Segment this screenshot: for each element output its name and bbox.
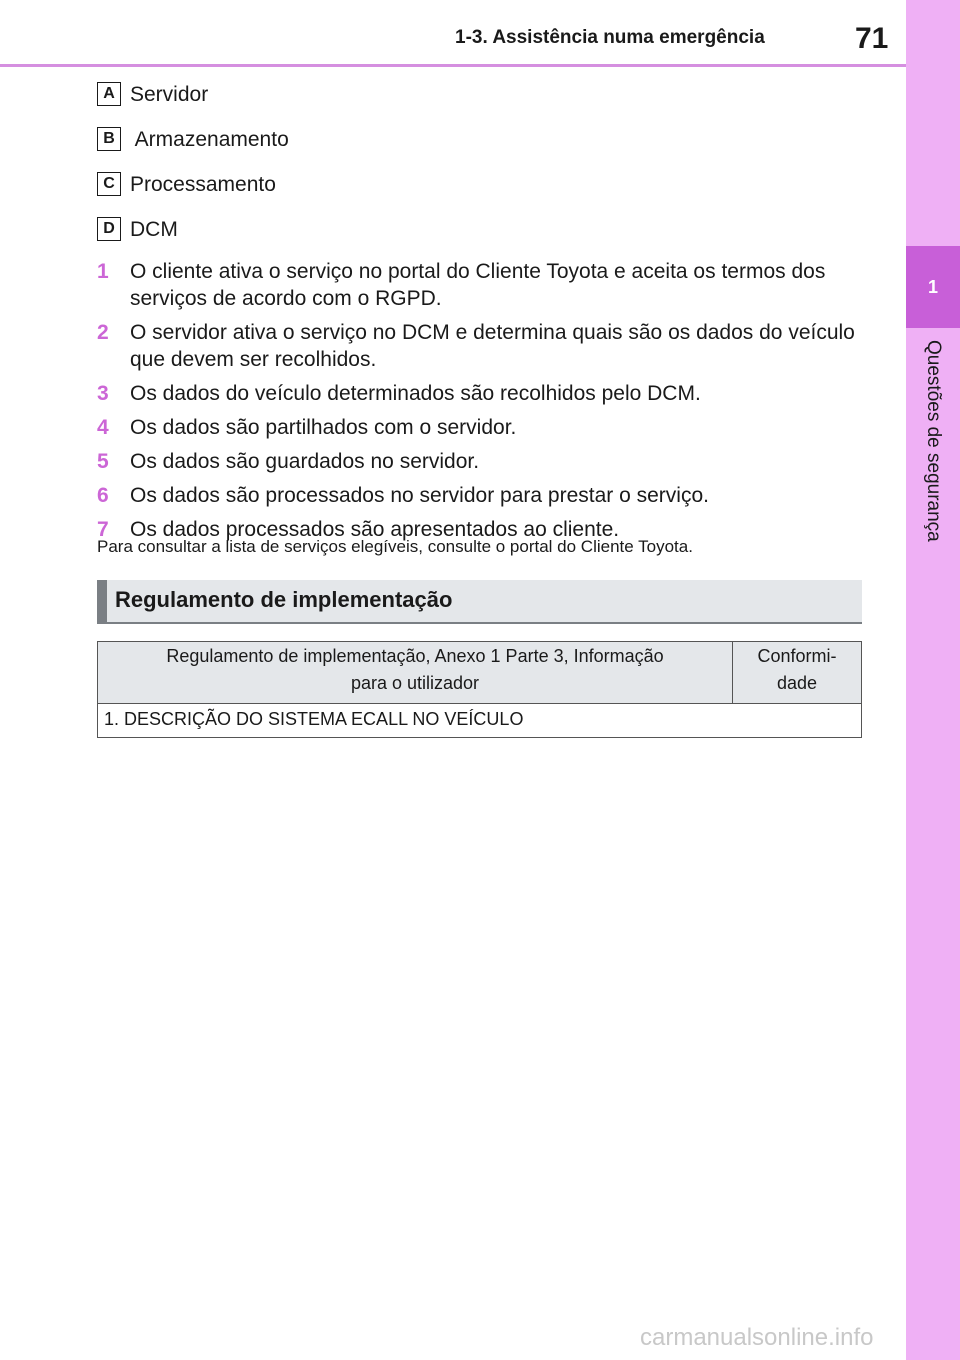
step-text: O cliente ativa o serviço no portal do Cliente Toyota e aceita os termos dos serviços de acordo com o RGPD. xyxy=(130,260,826,310)
table-cell-system-description: 1. DESCRIÇÃO DO SISTEMA ECALL NO VEÍCULO xyxy=(98,704,862,738)
section-heading xyxy=(97,580,862,624)
step-number: 6 xyxy=(97,484,109,507)
step-number: 3 xyxy=(97,382,109,405)
chapter-tab[interactable] xyxy=(906,246,960,328)
step-number: 4 xyxy=(97,416,109,439)
header-cell-conformity xyxy=(733,642,862,704)
page-number: 71 xyxy=(855,22,889,55)
step-text: Os dados do veículo determinados são recolhidos pelo DCM. xyxy=(130,382,701,405)
step-item xyxy=(97,258,867,312)
header-regulation-line2: para o utilizador xyxy=(350,673,480,693)
legend-item-c xyxy=(97,174,289,219)
step-item xyxy=(97,448,867,475)
table-header-row xyxy=(98,642,862,704)
header-divider xyxy=(0,64,906,67)
section-heading-text: Regulamento de implementação xyxy=(115,587,453,612)
section-title: 1-3. Assistência numa emergência xyxy=(455,27,765,48)
step-item xyxy=(97,380,867,407)
chapter-label xyxy=(906,340,960,580)
step-text: Os dados processados são apresentados ao cliente. xyxy=(130,518,620,541)
step-text: Os dados são guardados no servidor. xyxy=(130,450,480,473)
chapter-label-text: Questões de segurança xyxy=(923,340,944,542)
step-number: 2 xyxy=(97,321,109,344)
legend-letter-a: A xyxy=(97,82,121,106)
legend-letter-d: D xyxy=(97,217,121,241)
legend-text-b: Armazenamento xyxy=(130,128,289,151)
step-item xyxy=(97,319,867,373)
step-text: Os dados são partilhados com o servidor. xyxy=(130,416,517,439)
header-conformity-line1: Conformi- xyxy=(757,646,837,666)
step-number: 1 xyxy=(97,260,109,283)
diagram-legend xyxy=(97,84,289,264)
header-conformity-line2: dade xyxy=(776,673,818,693)
side-tab-band xyxy=(906,0,960,1360)
legend-item-a xyxy=(97,84,289,129)
step-number: 5 xyxy=(97,450,109,473)
eligibility-note: Para consultar a lista de serviços elegíveis, consulte o portal do Cliente Toyota. xyxy=(97,537,693,556)
chapter-number: 1 xyxy=(927,276,938,297)
step-item xyxy=(97,482,867,509)
header-cell-regulation xyxy=(98,642,733,704)
watermark-text: carmanualsonline.info xyxy=(640,1324,874,1351)
header-regulation-line1: Regulamento de implementação, Anexo 1 Parte 3, Informação xyxy=(166,646,664,666)
legend-letter-c: C xyxy=(97,172,121,196)
table-row xyxy=(98,704,862,738)
step-text: O servidor ativa o serviço no DCM e determina quais são os dados do veículo que devem ser recolhidos. xyxy=(130,321,855,371)
legend-text-d: DCM xyxy=(130,218,178,241)
regulation-table xyxy=(97,641,862,738)
process-steps xyxy=(97,258,867,550)
legend-letter-b: B xyxy=(97,127,121,151)
step-text: Os dados são processados no servidor para prestar o serviço. xyxy=(130,484,709,507)
step-item xyxy=(97,414,867,441)
legend-text-a: Servidor xyxy=(130,83,209,106)
step-number: 7 xyxy=(97,518,109,541)
legend-item-b xyxy=(97,129,289,174)
legend-text-c: Processamento xyxy=(130,173,276,196)
heading-accent-bar xyxy=(97,580,107,622)
